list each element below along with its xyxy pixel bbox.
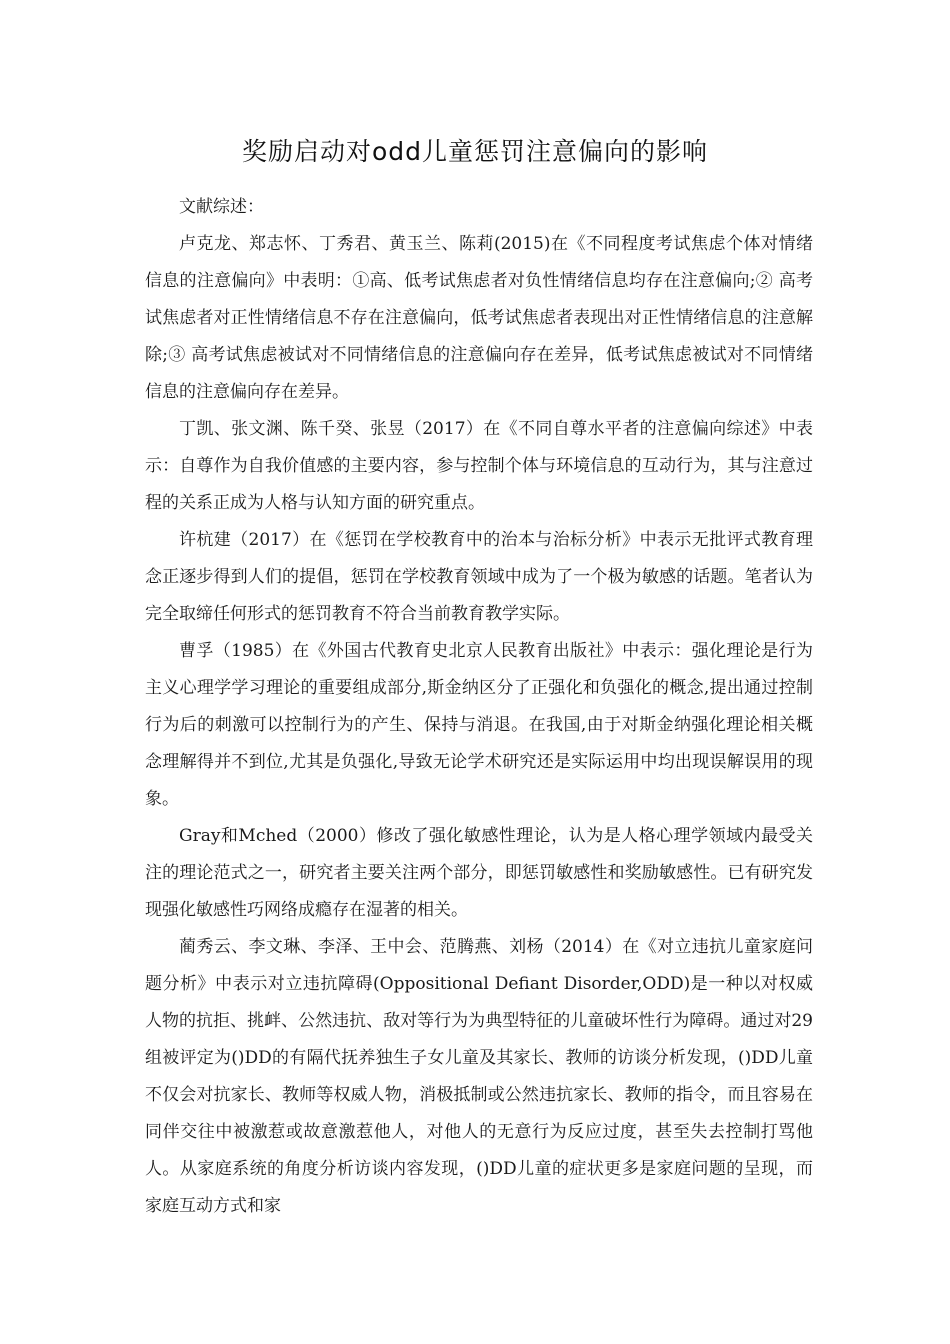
paragraph: 卢克龙、郑志怀、丁秀君、黄玉兰、陈莉(2015)在《不同程度考试焦虑个体对情绪信息的注意偏向》中表明：①高、低考试焦虑者对负性情绪信息均存在注意偏向;② 高考试焦虑者对正性情绪信息不存在注意偏向，低考试焦虑者表现出对正性情绪信息的注意解除;③ 高考试焦虑被试对不同情绪信息的注意偏向存在差异，低考试焦虑被试对不同情绪信息的注意偏向存在差异。 [145, 234, 813, 402]
document-title: 奖励启动对odd儿童惩罚注意偏向的影响 [241, 137, 709, 166]
paragraph: 丁凯、张文渊、陈千癸、张昱（2017）在《不同自尊水平者的注意偏向综述》中表示：自尊作为自我价值感的主要内容，参与控制个体与环境信息的互动行为，其与注意过程的关系正成为人格与认知方面的研究重点。 [145, 419, 813, 513]
document-body [145, 189, 813, 1225]
paragraph: 曹孚（1985）在《外国古代教育史北京人民教育出版社》中表示：强化理论是行为主义心理学学习理论的重要组成部分,斯金纳区分了正强化和负强化的概念,提出通过控制行为后的刺激可以控制行为的产生、保持与消退。在我国,由于对斯金纳强化理论相关概念理解得并不到位,尤其是负强化,导致无论学术研究还是实际运用中均出现误解误用的现象。 [145, 641, 813, 809]
paragraph: 许杭建（2017）在《惩罚在学校教育中的治本与治标分析》中表示无批评式教育理念正逐步得到人们的提倡，惩罚在学校教育领域中成为了一个极为敏感的话题。笔者认为完全取缔任何形式的惩罚教育不符合当前教育教学实际。 [145, 530, 813, 624]
paragraph-heading-literature-review: 文献综述： [179, 197, 264, 217]
paragraph: 蔺秀云、李文琳、李泽、王中会、范腾燕、刘杨（2014）在《对立违抗儿童家庭问题分析》中表示对立违抗障碍(Oppositional Defiant Disorder,ODD)是一种以对权威人物的抗拒、挑衅、公然违抗、敌对等行为为典型特征的儿童破坏性行为障碍。通过对29组被评定为()DD的有隔代抚养独生子女儿童及其家长、教师的访谈分析发现，()DD儿童不仅会对抗家长、教师等权威人物，消极抵制或公然违抗家长、教师的指令，而且容易在同伴交往中被激惹或故意激惹他人，对他人的无意行为反应过度，甚至失去控制打骂他人。从家庭系统的角度分析访谈内容发现，()DD儿童的症状更多是家庭问题的呈现，而家庭互动方式和家 [145, 937, 813, 1216]
paragraph: Gray和Mched（2000）修改了强化敏感性理论，认为是人格心理学领域内最受关注的理论范式之一，研究者主要关注两个部分，即惩罚敏感性和奖励敏感性。已有研究发现强化敏感性巧网络成瘾存在湿著的相关。 [145, 826, 813, 920]
